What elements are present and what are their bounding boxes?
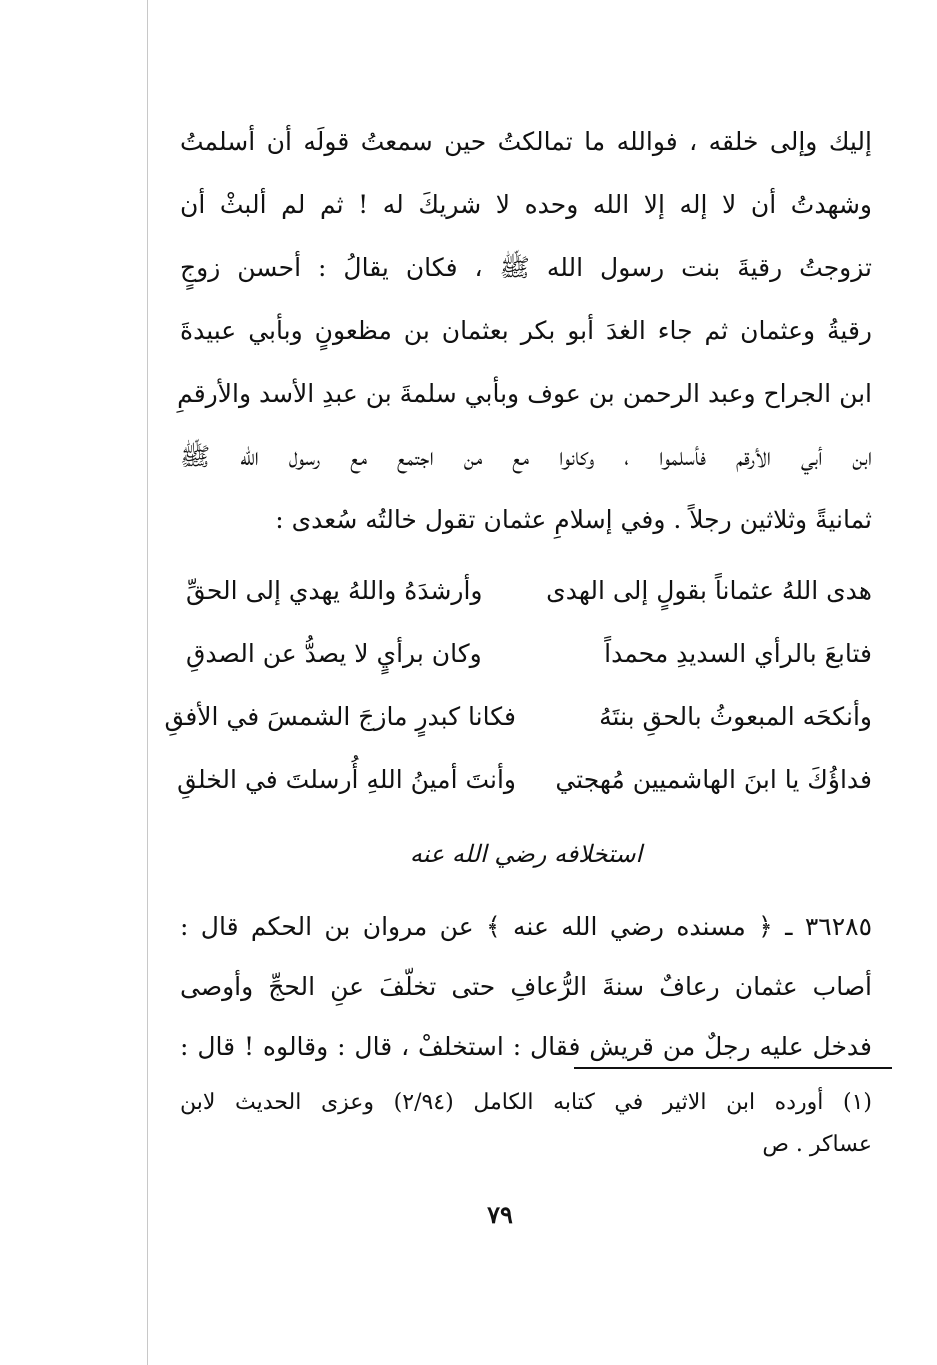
body-line: ابن أبي الأرقم فأسلموا ، وكانوا مع من اجتمع مع رسول الله ﷺ bbox=[180, 442, 872, 471]
hadith-line: فدخل عليه رجلٌ من قريش فقال : استخلفْ ، قال : وقالوه ! قال : bbox=[180, 1032, 872, 1061]
hadith-line: أصاب عثمان رعافٌ سنةَ الرُّعافِ حتى تخلّفَ عنِ الحجِّ وأوصى bbox=[180, 972, 872, 1001]
verse-first-hemistich: فداؤُكَ يا ابنَ الهاشميين مُهجتي bbox=[555, 765, 872, 794]
page-number: ٧٩ bbox=[487, 1200, 513, 1229]
verse-second-hemistich: فكانا كبدرٍ مازجَ الشمسَ في الأفقِ bbox=[164, 702, 516, 731]
body-line: وشهدتُ أن لا إله إلا الله وحده لا شريكَ له ! ثم لم ألبثْ أن bbox=[180, 190, 872, 219]
page-body bbox=[164, 110, 872, 1250]
verse-first-hemistich: فتابعَ بالرأي السديدِ محمداً bbox=[604, 639, 872, 668]
verse-second-hemistich: وكان برأيٍ لا يصدُّ عن الصدقِ bbox=[186, 639, 482, 668]
body-line: ثمانيةً وثلاثين رجلاً . وفي إسلامِ عثمان تقول خالتُه سُعدى : bbox=[275, 505, 872, 534]
page-gutter-line bbox=[147, 0, 148, 1365]
verse-first-hemistich: وأنكحَه المبعوثُ بالحقِ بنتَهُ bbox=[599, 702, 872, 731]
poem-verse bbox=[164, 685, 872, 748]
poem-verse bbox=[180, 622, 872, 685]
section-heading: استخلافه رضي الله عنه bbox=[409, 840, 643, 868]
poem bbox=[164, 559, 872, 811]
footnote-line: عساكر . ص bbox=[762, 1132, 872, 1157]
verse-first-hemistich: هدى اللهُ عثماناً بقولٍ إلى الهدى bbox=[546, 576, 872, 605]
hadith-paragraph bbox=[180, 897, 872, 1077]
body-line: تزوجتُ رقيةَ بنت رسول الله ﷺ ، فكان يقالُ : أحسن زوجٍ bbox=[180, 253, 872, 282]
body-line: ابن الجراح وعبد الرحمن بن عوف وبأبي سلمةَ بن عبدِ الأسد والأرقمِ bbox=[177, 379, 872, 408]
footnote bbox=[180, 1082, 872, 1166]
footnote-line: (١) أورده ابن الاثير في كتابه الكامل (٢/٩٤) وعزى الحديث لابن bbox=[180, 1090, 872, 1115]
body-line: رقيةُ وعثمان ثم جاء الغدَ أبو بكر بعثمان بن مظعونٍ وبأبي عبيدةَ bbox=[180, 316, 872, 345]
verse-second-hemistich: وأرشدَهُ واللهُ يهدي إلى الحقِّ bbox=[186, 576, 483, 605]
verse-second-hemistich: وأنتَ أمينُ اللهِ أُرسلتَ في الخلقِ bbox=[177, 765, 516, 794]
footnote-divider bbox=[574, 1067, 892, 1069]
poem-verse bbox=[177, 748, 872, 811]
body-line: إليك وإلى خلقه ، فوالله ما تمالكتُ حين سمعتُ قولَه أن أسلمتُ bbox=[180, 127, 872, 156]
poem-verse bbox=[180, 559, 872, 622]
body-paragraph bbox=[177, 110, 872, 551]
hadith-line: ٣٦٢٨٥ ـ ﴿ مسنده رضي الله عنه ﴾ عن مروان بن الحكم قال : bbox=[180, 912, 872, 941]
